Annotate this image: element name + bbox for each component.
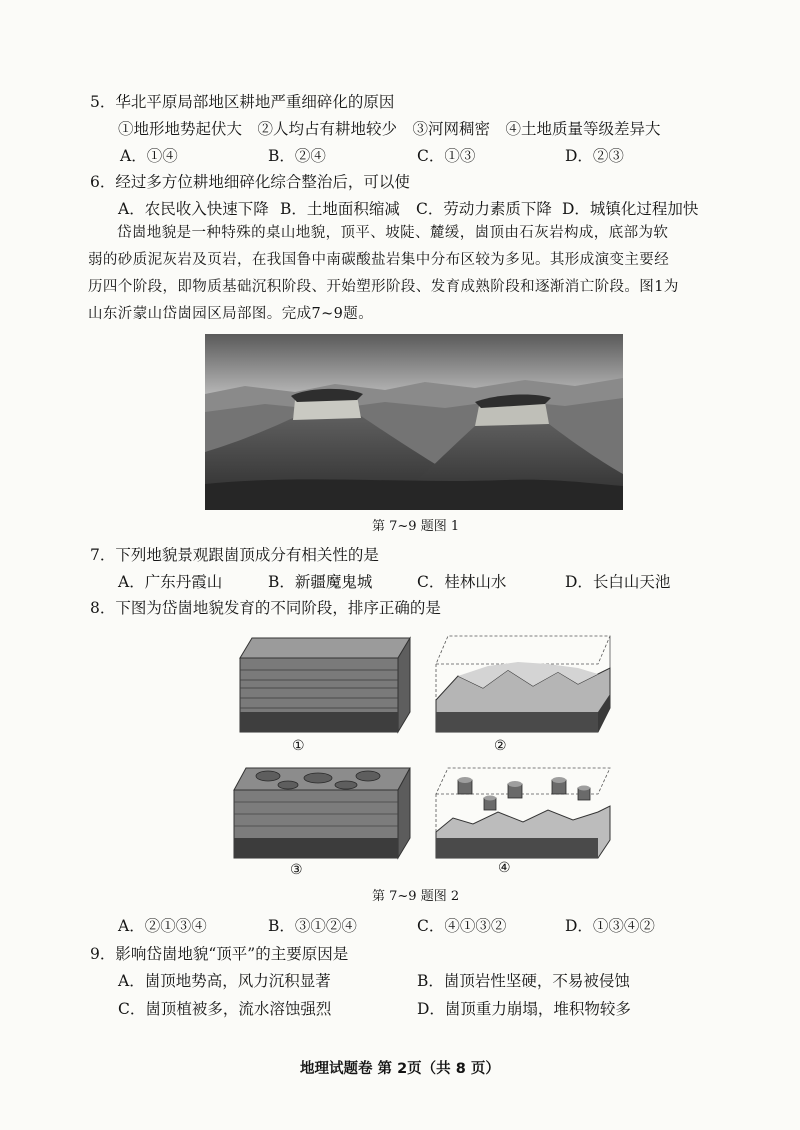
q7-option-b: B．新疆魔鬼城 [268, 573, 373, 591]
stage-label-2: ② [494, 738, 507, 754]
q6-option-a: A．农民收入快速下降 [118, 200, 269, 218]
q9-option-b: B．崮顶岩性坚硬，不易被侵蚀 [417, 972, 630, 990]
stage-label-1: ① [292, 738, 305, 754]
stage-label-3: ③ [290, 862, 303, 878]
q5-option-a: A．①④ [120, 147, 178, 165]
q8-option-a: A．②①③④ [118, 917, 207, 935]
q9-option-d: D．崮顶重力崩塌，堆积物较多 [417, 1000, 631, 1018]
intro-line-4: 山东沂蒙山岱崮园区局部图。完成7~9题。 [88, 306, 374, 322]
q6-option-c: C．劳动力素质下降 [416, 200, 552, 218]
figure-1-caption: 第 7~9 题图 1 [372, 519, 460, 534]
stage-1-block-diagram [228, 628, 413, 736]
q6-option-d: D．城镇化过程加快 [562, 200, 699, 218]
q9-stem: 9．影响岱崮地貌“顶平”的主要原因是 [90, 945, 349, 963]
q8-option-b: B．③①②④ [268, 917, 357, 935]
q5-option-b: B．②④ [268, 147, 326, 165]
q7-option-c: C．桂林山水 [417, 573, 507, 591]
q5-option-d: D．②③ [565, 147, 624, 165]
q8-option-c: C．④①③② [417, 917, 507, 935]
q6-stem: 6．经过多方位耕地细碎化综合整治后，可以使 [90, 173, 410, 191]
q9-option-a: A．崮顶地势高，风力沉积显著 [118, 972, 331, 990]
q9-option-c: C．崮顶植被多，流水溶蚀强烈 [118, 1000, 332, 1018]
figure-2-caption: 第 7~9 题图 2 [372, 889, 460, 904]
stage-4-block-diagram [428, 762, 618, 862]
stage-label-4: ④ [498, 860, 511, 876]
q7-stem: 7．下列地貌景观跟崮顶成分有相关性的是 [90, 546, 379, 564]
mesa-landscape-photo [205, 334, 623, 510]
stage-2-block-diagram [428, 628, 618, 736]
q8-option-d: D．①③④② [565, 917, 655, 935]
q5-items: ①地形地势起伏大 ②人均占有耕地较少 ③河网稠密 ④土地质量等级差异大 [118, 120, 661, 138]
q5-stem: 5．华北平原局部地区耕地严重细碎化的原因 [90, 93, 395, 111]
q7-option-a: A．广东丹霞山 [118, 573, 223, 591]
q8-stem: 8．下图为岱崮地貌发育的不同阶段，排序正确的是 [90, 599, 441, 617]
q6-option-b: B．土地面积缩减 [280, 200, 400, 218]
page-footer: 地理试题卷 第 2页（共 8 页） [300, 1061, 500, 1077]
intro-line-3: 历四个阶段，即物质基础沉积阶段、开始塑形阶段、发育成熟阶段和逐渐消亡阶段。图1为 [88, 279, 679, 295]
intro-line-1: 岱崮地貌是一种特殊的桌山地貌，顶平、坡陡、麓缓，崮顶由石灰岩构成，底部为软 [117, 225, 669, 241]
q5-option-c: C．①③ [417, 147, 476, 165]
intro-line-2: 弱的砂质泥灰岩及页岩，在我国鲁中南碳酸盐岩集中分布区较为多见。其形成演变主要经 [88, 252, 670, 268]
q7-option-d: D．长白山天池 [565, 573, 671, 591]
stage-3-block-diagram [228, 762, 413, 862]
